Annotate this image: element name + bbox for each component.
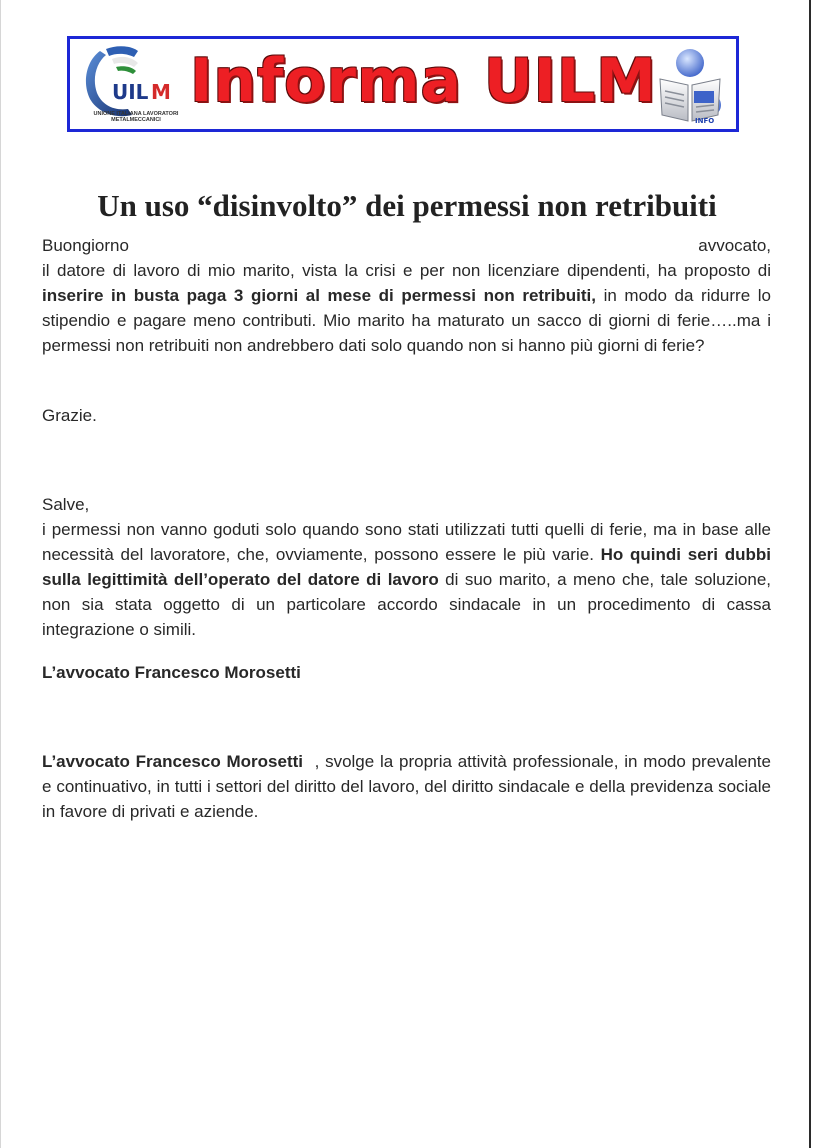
question-block <box>42 233 771 358</box>
answer-paragraph: i permessi non vanno goduti solo quando sono stati utilizzati tutti quelli di ferie, ma in base alle necessità del lavoratore, che, ovviamente, possono essere le più varie. Ho quindi seri dubbi sulla legittimità dell’operato del datore di lavoro di suo marito, a meno che, tale soluzione, non sia stata oggetto di un particolare accordo sindacale in un procedimento di cassa integrazione o simili. <box>42 520 771 639</box>
banner-title: Informa UILM <box>190 46 657 116</box>
author-bio <box>42 749 776 824</box>
informa-uilm-banner <box>67 36 739 132</box>
info-reader-icon <box>650 45 730 127</box>
page-left-edge <box>0 0 1 1148</box>
uilm-logo-subtitle: UNIONE ITALIANA LAVORATORI METALMECCANICI <box>93 111 179 123</box>
answer-bold-phrase: Ho quindi seri dubbi sulla legittimità dell’operato del datore di lavoro <box>42 545 771 589</box>
question-paragraph: il datore di lavoro di mio marito, vista la crisi e per non licenziare dipendenti, ha proposto di inserire in busta paga 3 giorni al mese di permessi non retribuiti, in modo da ridurre lo stipendio e pagare meno contributi. Mio marito ha maturato un sacco di giorni di ferie…..ma i permessi non retribuiti non andrebbero dati solo quando non si hanno più giorni di ferie? <box>42 261 771 355</box>
svg-text:M: M <box>151 80 171 104</box>
page-right-edge <box>809 0 811 1148</box>
bio-author-name: L’avvocato Francesco Morosetti <box>42 752 303 771</box>
answer-salutation: Salve, <box>42 495 90 514</box>
article-headline: Un uso “disinvolto” dei permessi non retribuiti <box>97 188 717 223</box>
answer-block <box>42 492 771 642</box>
question-bold-phrase: inserire in busta paga 3 giorni al mese di permessi non retribuiti, <box>42 286 596 305</box>
greeting-left: Buongiorno <box>42 236 129 255</box>
bio-text: , svolge la propria attività professionale, in modo prevalente e continuativo, in tutti i settori del diritto del lavoro, del diritto sindacale e della previdenza sociale in favore di privati e aziende. <box>42 752 776 821</box>
greeting-right: avvocato, <box>698 236 771 255</box>
info-icon-label: INFO <box>695 117 715 125</box>
svg-text:UIL: UIL <box>112 80 149 104</box>
question-thanks: Grazie. <box>42 406 97 425</box>
question-greeting <box>42 233 771 258</box>
answer-signature: L’avvocato Francesco Morosetti <box>42 663 301 682</box>
